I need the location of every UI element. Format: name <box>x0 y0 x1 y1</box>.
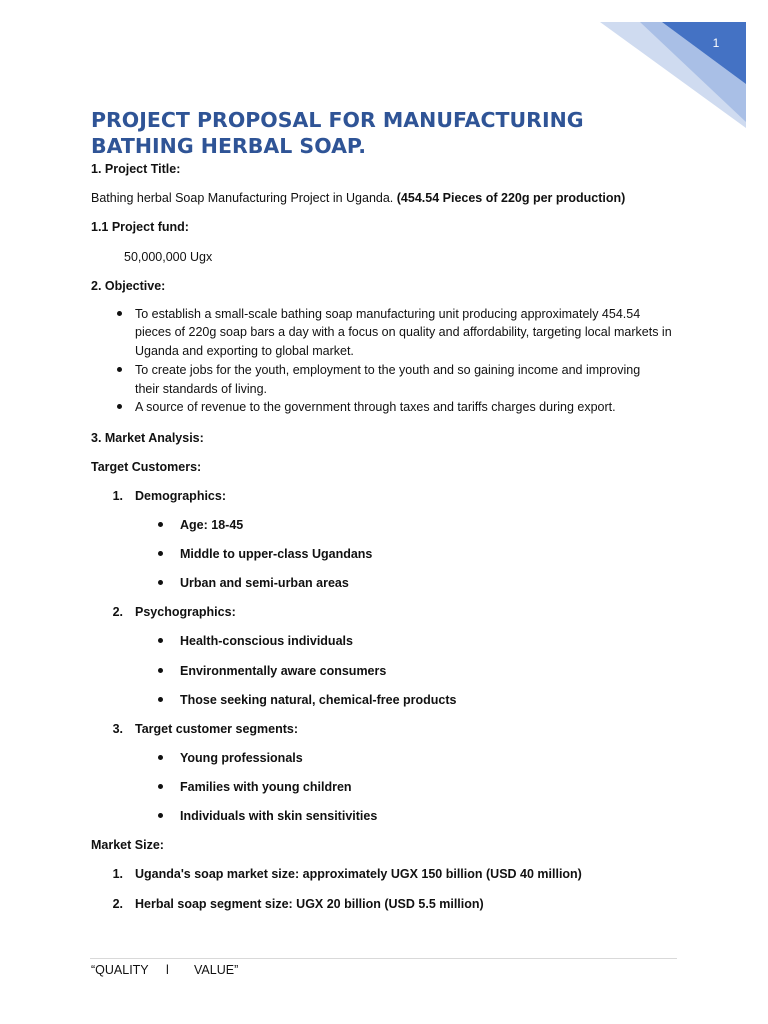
list-number: 1. <box>112 867 123 881</box>
list-item: Families with young children <box>180 780 352 794</box>
fund-value: 50,000,000 Ugx <box>124 250 213 264</box>
project-title-heading: 1. Project Title: <box>91 162 181 176</box>
bullet-icon <box>117 311 122 316</box>
market-size-item: Herbal soap segment size: UGX 20 billion (USD 5.5 million) <box>135 897 484 911</box>
bullet-icon <box>158 638 163 643</box>
bullet-icon <box>158 784 163 789</box>
list-number: 1. <box>112 489 123 503</box>
list-item: Health-conscious individuals <box>180 634 353 648</box>
list-item: Young professionals <box>180 751 303 765</box>
objective-heading: 2. Objective: <box>91 279 166 293</box>
footer-separator: l <box>166 963 169 977</box>
project-title-text: Bathing herbal Soap Manufacturing Project in Uganda. (454.54 Pieces of 220g per production) <box>91 191 626 205</box>
bullet-icon <box>158 551 163 556</box>
footer-right: VALUE” <box>194 963 239 977</box>
footer-left: “QUALITY <box>91 963 149 977</box>
bullet-icon <box>158 755 163 760</box>
list-item: Middle to upper-class Ugandans <box>180 547 373 561</box>
bullet-icon <box>158 813 163 818</box>
list-item: Individuals with skin sensitivities <box>180 809 378 823</box>
page-title: PROJECT PROPOSAL FOR MANUFACTURING BATHING HERBAL SOAP. <box>91 108 584 158</box>
bullet-icon <box>117 367 122 372</box>
bullet-icon <box>158 522 163 527</box>
list-number: 3. <box>112 722 123 736</box>
market-size-heading: Market Size: <box>91 838 164 852</box>
list-item: Environmentally aware consumers <box>180 664 387 678</box>
list-item: Those seeking natural, chemical-free products <box>180 693 457 707</box>
footer-divider <box>90 958 677 959</box>
group-label: Target customer segments: <box>135 722 299 736</box>
bullet-icon <box>117 404 122 409</box>
group-label: Demographics: <box>135 489 226 503</box>
page-number: 1 <box>712 36 720 50</box>
list-item: Age: 18-45 <box>180 518 244 532</box>
market-analysis-heading: 3. Market Analysis: <box>91 431 204 445</box>
group-label: Psychographics: <box>135 605 236 619</box>
list-number: 2. <box>112 897 123 911</box>
bullet-icon <box>158 580 163 585</box>
list-item: Urban and semi-urban areas <box>180 576 349 590</box>
market-size-item: Uganda's soap market size: approximately UGX 150 billion (USD 40 million) <box>135 867 582 881</box>
bullet-icon <box>158 697 163 702</box>
target-customers-heading: Target Customers: <box>91 460 202 474</box>
fund-heading: 1.1 Project fund: <box>91 220 189 234</box>
bullet-icon <box>158 668 163 673</box>
list-number: 2. <box>112 605 123 619</box>
